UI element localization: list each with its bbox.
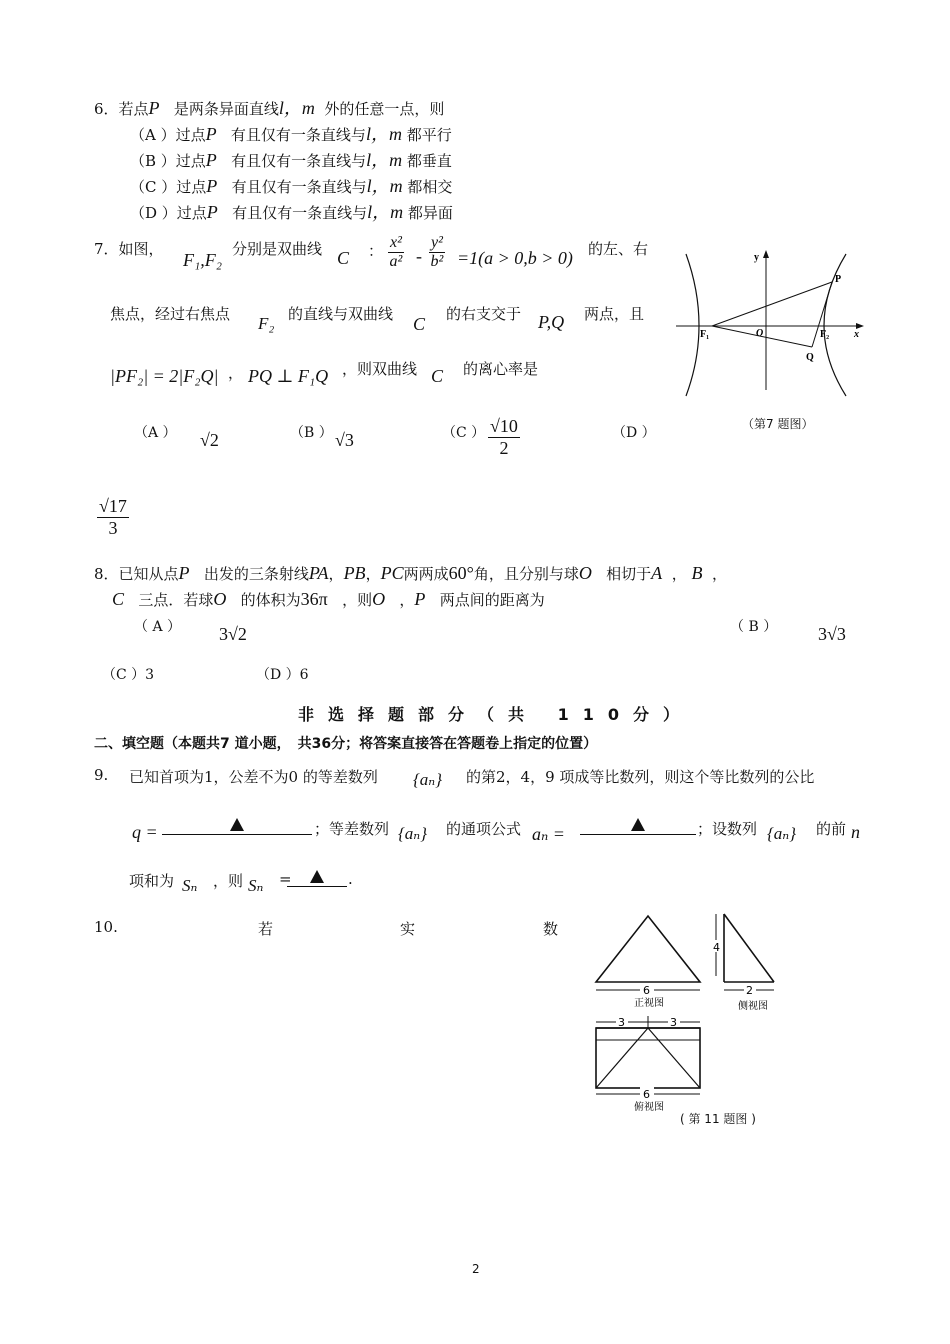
figure-7-caption: （第7 题图） — [742, 417, 814, 431]
front-view-label: 正视图 — [634, 998, 664, 1009]
side-dim-4: 4 — [713, 941, 720, 954]
triangle-icon — [631, 818, 645, 831]
q9-text-5: ；设数列 — [697, 820, 758, 838]
q7-option-c-label: （C ） — [442, 425, 486, 441]
q8-line2 — [112, 589, 545, 610]
q7-f2: F₂ — [258, 314, 275, 333]
q9-text-3: ；等差数列 — [314, 820, 390, 838]
option-text: 有且仅有一条直线与 — [232, 204, 368, 222]
q6-stem-end: 外的任意一点，则 — [324, 100, 445, 118]
q7-answer-a: √2 — [200, 430, 219, 450]
option-label: （D ）过点 — [130, 204, 207, 222]
q7-var-c: C — [337, 248, 350, 268]
var-p: P — [414, 589, 426, 609]
q6-option-d — [130, 198, 453, 224]
option-label: （A ）过点 — [130, 126, 206, 144]
hyperbola-figure — [672, 240, 872, 400]
q9-equals: = — [279, 870, 292, 888]
q10-word-2: 实 — [400, 920, 416, 938]
q7-fraction-x — [388, 234, 404, 271]
q9-an-formula: aₙ = — [532, 824, 565, 844]
denominator: 2 — [499, 438, 509, 458]
var-p: P — [205, 150, 217, 170]
figure-11-caption: ( 第 11 题图 ) — [680, 1112, 756, 1126]
q9-blank-sn[interactable] — [287, 872, 347, 891]
answer-blank[interactable] — [162, 820, 312, 835]
option-end: 都异面 — [407, 204, 453, 222]
q6-option-c — [130, 172, 452, 198]
numerator: y² — [431, 234, 443, 251]
q9-text-8: ，则 — [213, 872, 244, 890]
top-view-rectangle — [596, 1028, 700, 1088]
answer-blank[interactable] — [580, 820, 696, 835]
numerator: x² — [390, 234, 402, 251]
q7-answer-d — [97, 496, 129, 539]
section-part2-heading: 二、填空题（本题共7 道小题， 共36分；将答案直接答在答题卷上指定的位置） — [94, 736, 598, 752]
q7-option-a-label: （A ） — [134, 425, 177, 441]
q7-line2-a: 焦点，经过右焦点 — [110, 305, 231, 323]
var-p: P — [205, 124, 217, 144]
side-view-slope — [724, 914, 774, 982]
option-text: 有且仅有一条直线与 — [231, 178, 367, 196]
q10-number: 10. — [94, 918, 118, 936]
q10-word-3: 数 — [543, 920, 559, 938]
label-f1: F₁ — [700, 329, 710, 340]
q8-option-b-label: （ B ） — [730, 619, 778, 635]
q9-text-7: 项和为 — [129, 872, 175, 890]
var-a: A — [651, 563, 663, 583]
q8-option-c: （C ）3 — [102, 667, 155, 683]
comma: ， — [671, 565, 687, 583]
q6-option-b — [130, 146, 452, 172]
q7-option-d-label: （D ） — [612, 425, 656, 441]
var-lm: l，m — [366, 150, 403, 170]
var-p: P — [178, 563, 190, 583]
var-o: O — [578, 563, 592, 583]
denominator: b² — [430, 253, 444, 270]
volume-value: 36π — [300, 589, 328, 609]
option-text: 有且仅有一条直线与 — [231, 152, 367, 170]
front-view-triangle — [596, 916, 700, 982]
q7-answer-b: √3 — [335, 430, 354, 450]
comma: ， — [399, 591, 415, 609]
q7-fraction-y — [429, 234, 445, 271]
q7-line3-c: 的离心率是 — [463, 360, 539, 378]
q8-text: 两点间的距离为 — [439, 591, 545, 609]
comma: ， — [328, 565, 344, 583]
q7-line2-c: 的右支交于 — [446, 305, 522, 323]
q7-condition-2: PQ ⊥ F₁Q — [248, 366, 329, 386]
q6-stem-text: 是两条异面直线 — [173, 100, 279, 118]
var-p: P — [206, 202, 218, 222]
q7-line2-d: 两点，且 — [584, 305, 645, 323]
top-view-diagonal-left — [596, 1028, 648, 1088]
q7-pq: P,Q — [538, 312, 565, 332]
q7-foci: F₁,F₂ — [183, 250, 223, 270]
numerator: √10 — [490, 416, 518, 436]
label-o: O — [756, 328, 764, 339]
q7-number: 7．如图， — [94, 240, 164, 258]
q6-stem — [94, 94, 444, 120]
q6-number: 6．若点 — [94, 100, 149, 118]
var-p: P — [206, 176, 218, 196]
section-title: 非选择题部分（共 110分） — [298, 705, 693, 724]
var-p: P — [148, 98, 160, 118]
option-end: 都相交 — [407, 178, 453, 196]
var-pb: PB — [343, 563, 366, 583]
q7-comma: ， — [228, 364, 244, 382]
q7-colon: ： — [368, 242, 384, 260]
q9-sequence-an-4: {aₙ} — [767, 824, 796, 843]
q9-number: 9. — [94, 766, 109, 784]
var-lm: l，m — [278, 98, 315, 118]
denominator: a² — [389, 253, 403, 270]
denominator: 3 — [108, 518, 118, 538]
q8-option-a-label: （ A ） — [134, 619, 182, 635]
var-pa: PA — [308, 563, 329, 583]
q9-period: . — [348, 870, 353, 888]
q7-line3-b: ，则双曲线 — [342, 360, 418, 378]
segment-f1-p — [712, 282, 832, 326]
var-lm: l，m — [367, 202, 404, 222]
q7-answer-c — [488, 416, 520, 459]
q9-sn-2: Sₙ — [248, 876, 264, 895]
q8-number: 8．已知从点 — [94, 565, 179, 583]
q9-blank-q[interactable] — [162, 820, 312, 839]
var-c: C — [112, 589, 125, 609]
label-f2: F₂ — [820, 329, 830, 340]
top-view-diagonal-right — [648, 1028, 700, 1088]
q8-text: 两两成 — [403, 565, 449, 583]
q10-word-1: 若 — [258, 920, 274, 938]
var-o: O — [213, 589, 227, 609]
q7-text-2: 的左、右 — [588, 240, 649, 258]
q8-text: ，则 — [342, 591, 373, 609]
q7-equation: =1(a > 0,b > 0) — [457, 248, 573, 268]
q7-option-b-label: （B ） — [290, 425, 333, 441]
q8-option-d: （D ）6 — [256, 667, 309, 683]
q8-text: 三点．若球 — [138, 591, 214, 609]
side-dim-2: 2 — [746, 984, 753, 997]
q7-var-c3: C — [431, 366, 444, 386]
left-branch — [686, 254, 699, 396]
option-end: 都平行 — [406, 126, 452, 144]
option-label: （C ）过点 — [130, 178, 207, 196]
var-pc: PC — [380, 563, 404, 583]
side-view-label: 侧视图 — [738, 1001, 768, 1012]
option-end: 都垂直 — [406, 152, 452, 170]
var-b: B — [691, 563, 703, 583]
q7-minus: - — [416, 246, 422, 266]
var-lm: l，m — [365, 124, 402, 144]
comma: ， — [712, 565, 728, 583]
var-lm: l，m — [366, 176, 403, 196]
page-number: 2 — [472, 1262, 480, 1276]
q9-var-n: n — [851, 822, 860, 842]
q7-text-1: 分别是双曲线 — [232, 240, 323, 258]
q9-text-4: 的通项公式 — [446, 820, 522, 838]
q8-answer-a: 3√2 — [219, 624, 247, 644]
top-view-label: 俯视图 — [634, 1102, 664, 1113]
q8-answer-b: 3√3 — [818, 624, 846, 644]
label-x: x — [854, 329, 859, 340]
triangle-icon — [310, 870, 324, 883]
numerator: √17 — [99, 496, 127, 516]
q9-sequence-an: {aₙ} — [413, 770, 442, 789]
var-o: O — [372, 589, 386, 609]
angle-value: 60° — [448, 563, 474, 583]
comma: ， — [365, 565, 381, 583]
q7-condition-1: |PF₂| = 2|F₂Q| — [110, 366, 219, 386]
label-y: y — [754, 252, 759, 263]
q9-blank-an[interactable] — [580, 820, 696, 839]
q8-text: 出发的三条射线 — [203, 565, 309, 583]
q9-text-2: 的第2，4，9 项成等比数列，则这个等比数列的公比 — [466, 768, 815, 786]
top-dim-3-right: 3 — [670, 1016, 677, 1029]
q9-q-label: q = — [132, 822, 158, 842]
q8-text: 的体积为 — [240, 591, 301, 609]
front-dim-6: 6 — [643, 984, 650, 997]
y-axis-arrow — [763, 250, 769, 258]
answer-blank[interactable] — [287, 872, 347, 887]
q8-line1 — [94, 563, 727, 584]
top-dim-3-left: 3 — [618, 1016, 625, 1029]
q9-text-6: 的前 — [816, 820, 847, 838]
q6-option-a — [130, 120, 452, 146]
q9-text-1: 已知首项为1，公差不为0 的等差数列 — [129, 768, 378, 786]
option-label: （B ）过点 — [130, 152, 206, 170]
label-q: Q — [806, 352, 814, 363]
top-dim-6: 6 — [643, 1088, 650, 1101]
q7-var-c2: C — [413, 314, 426, 334]
label-p: P — [835, 274, 842, 285]
q9-sequence-an-2: {aₙ} — [398, 824, 427, 843]
q8-text: 相切于 — [606, 565, 652, 583]
three-view-figure — [588, 910, 788, 1120]
triangle-icon — [230, 818, 244, 831]
q9-sn: Sₙ — [182, 876, 198, 895]
q7-line2-b: 的直线与双曲线 — [288, 305, 394, 323]
q8-text: 角，且分别与球 — [473, 565, 579, 583]
option-text: 有且仅有一条直线与 — [230, 126, 366, 144]
